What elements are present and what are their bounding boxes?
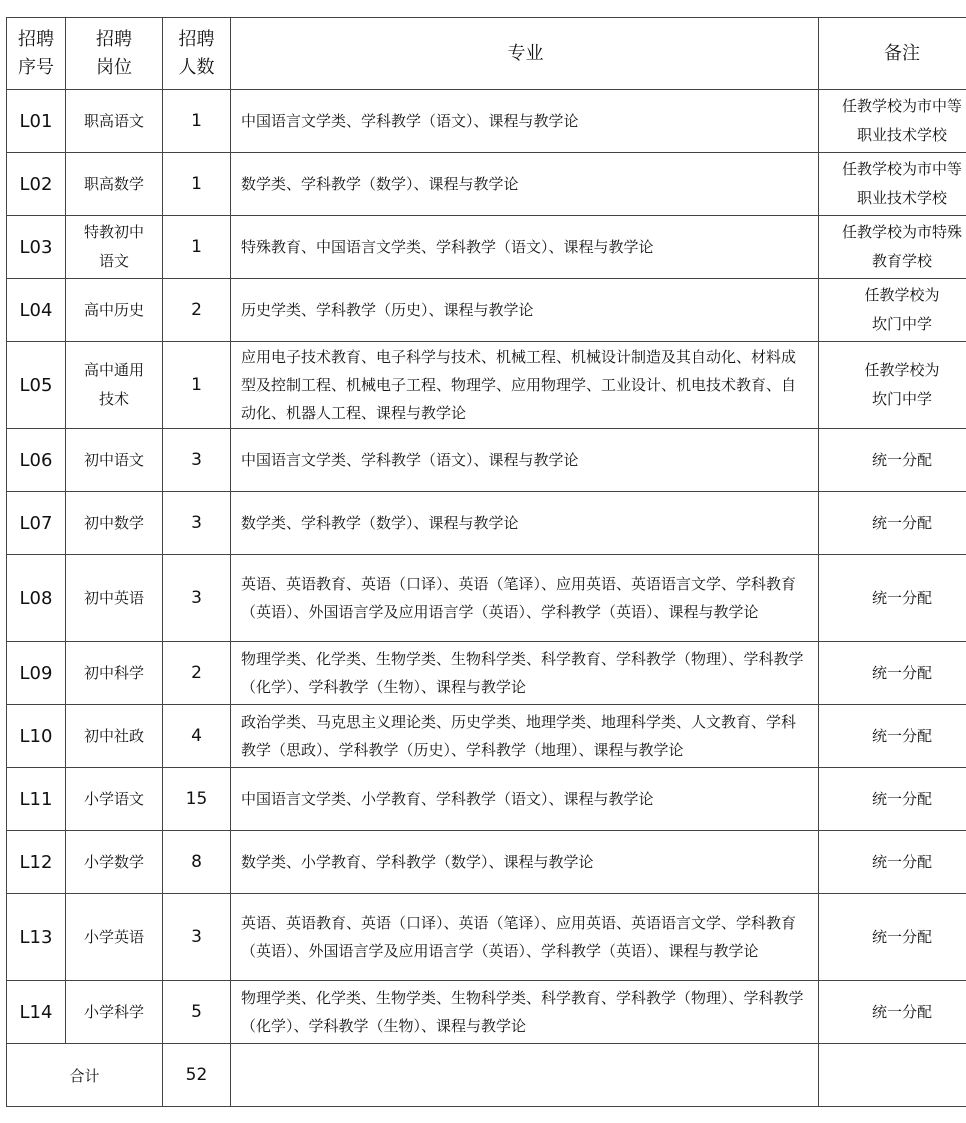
cell-position: 小学数学 [66,831,163,894]
cell-count: 2 [163,642,231,705]
cell-id: L04 [7,279,66,342]
cell-position: 初中英语 [66,555,163,642]
cell-position: 小学语文 [66,768,163,831]
cell-major: 中国语言文学类、小学教育、学科教学（语文）、课程与教学论 [231,768,819,831]
cell-position: 小学科学 [66,981,163,1044]
cell-note: 统一分配 [819,894,966,981]
table-row [7,90,966,153]
header-count: 招聘 人数 [163,18,231,90]
header-note: 备注 [819,18,966,90]
cell-position: 职高数学 [66,153,163,216]
table-row [7,894,966,981]
cell-count: 4 [163,705,231,768]
table-row [7,981,966,1044]
cell-position: 高中历史 [66,279,163,342]
cell-count: 3 [163,492,231,555]
table-row [7,342,966,429]
cell-note: 统一分配 [819,555,966,642]
total-note-empty [819,1044,966,1107]
table-row [7,429,966,492]
cell-id: L05 [7,342,66,429]
cell-major: 物理学类、化学类、生物学类、生物科学类、科学教育、学科教学（物理）、学科教学（化学）、学科教学（生物）、课程与教学论 [231,981,819,1044]
cell-note: 任教学校为市特殊 教育学校 [819,216,966,279]
recruitment-table-container [6,17,966,1107]
table-row [7,705,966,768]
cell-id: L08 [7,555,66,642]
cell-major: 中国语言文学类、学科教学（语文）、课程与教学论 [231,90,819,153]
table-row [7,279,966,342]
cell-note: 统一分配 [819,705,966,768]
cell-major: 历史学类、学科教学（历史）、课程与教学论 [231,279,819,342]
table-row [7,555,966,642]
cell-id: L12 [7,831,66,894]
table-row [7,831,966,894]
cell-major: 数学类、学科教学（数学）、课程与教学论 [231,153,819,216]
cell-position: 初中社政 [66,705,163,768]
cell-note: 任教学校为 坎门中学 [819,279,966,342]
total-row [7,1044,966,1107]
cell-major: 英语、英语教育、英语（口译）、英语（笔译）、应用英语、英语语言文学、学科教育（英语）、外国语言学及应用语言学（英语）、学科教学（英语）、课程与教学论 [231,894,819,981]
cell-id: L02 [7,153,66,216]
header-major: 专业 [231,18,819,90]
cell-count: 1 [163,342,231,429]
cell-id: L03 [7,216,66,279]
cell-position: 高中通用 技术 [66,342,163,429]
table-row [7,642,966,705]
table-row [7,492,966,555]
cell-major: 数学类、学科教学（数学）、课程与教学论 [231,492,819,555]
cell-count: 2 [163,279,231,342]
recruitment-table [6,17,966,1107]
table-row [7,216,966,279]
cell-major: 英语、英语教育、英语（口译）、英语（笔译）、应用英语、英语语言文学、学科教育（英语）、外国语言学及应用语言学（英语）、学科教学（英语）、课程与教学论 [231,555,819,642]
cell-note: 任教学校为市中等 职业技术学校 [819,153,966,216]
cell-position: 职高语文 [66,90,163,153]
cell-id: L07 [7,492,66,555]
cell-count: 15 [163,768,231,831]
cell-id: L06 [7,429,66,492]
cell-major: 特殊教育、中国语言文学类、学科教学（语文）、课程与教学论 [231,216,819,279]
cell-count: 8 [163,831,231,894]
cell-id: L01 [7,90,66,153]
cell-major: 物理学类、化学类、生物学类、生物科学类、科学教育、学科教学（物理）、学科教学（化学）、学科教学（生物）、课程与教学论 [231,642,819,705]
cell-note: 统一分配 [819,642,966,705]
cell-note: 任教学校为 坎门中学 [819,342,966,429]
cell-count: 1 [163,90,231,153]
table-row [7,768,966,831]
cell-position: 初中语文 [66,429,163,492]
total-count: 52 [163,1044,231,1107]
cell-position: 小学英语 [66,894,163,981]
table-header-row [7,18,966,90]
cell-count: 3 [163,429,231,492]
cell-position: 初中数学 [66,492,163,555]
cell-id: L11 [7,768,66,831]
cell-note: 统一分配 [819,492,966,555]
cell-major: 政治学类、马克思主义理论类、历史学类、地理学类、地理科学类、人文教育、学科教学（思政）、学科教学（历史）、学科教学（地理）、课程与教学论 [231,705,819,768]
cell-major: 中国语言文学类、学科教学（语文）、课程与教学论 [231,429,819,492]
cell-note: 统一分配 [819,768,966,831]
cell-id: L10 [7,705,66,768]
cell-position: 初中科学 [66,642,163,705]
cell-note: 统一分配 [819,831,966,894]
cell-note: 统一分配 [819,981,966,1044]
cell-count: 3 [163,894,231,981]
cell-major: 数学类、小学教育、学科教学（数学）、课程与教学论 [231,831,819,894]
total-label: 合计 [7,1044,163,1107]
cell-count: 5 [163,981,231,1044]
cell-id: L13 [7,894,66,981]
cell-id: L09 [7,642,66,705]
header-position: 招聘 岗位 [66,18,163,90]
total-major-empty [231,1044,819,1107]
table-row [7,153,966,216]
header-id: 招聘 序号 [7,18,66,90]
cell-id: L14 [7,981,66,1044]
cell-count: 3 [163,555,231,642]
cell-position: 特教初中 语文 [66,216,163,279]
cell-major: 应用电子技术教育、电子科学与技术、机械工程、机械设计制造及其自动化、材料成型及控制工程、机械电子工程、物理学、应用物理学、工业设计、机电技术教育、自动化、机器人工程、课程与教学论 [231,342,819,429]
cell-count: 1 [163,216,231,279]
cell-note: 任教学校为市中等 职业技术学校 [819,90,966,153]
cell-note: 统一分配 [819,429,966,492]
cell-count: 1 [163,153,231,216]
